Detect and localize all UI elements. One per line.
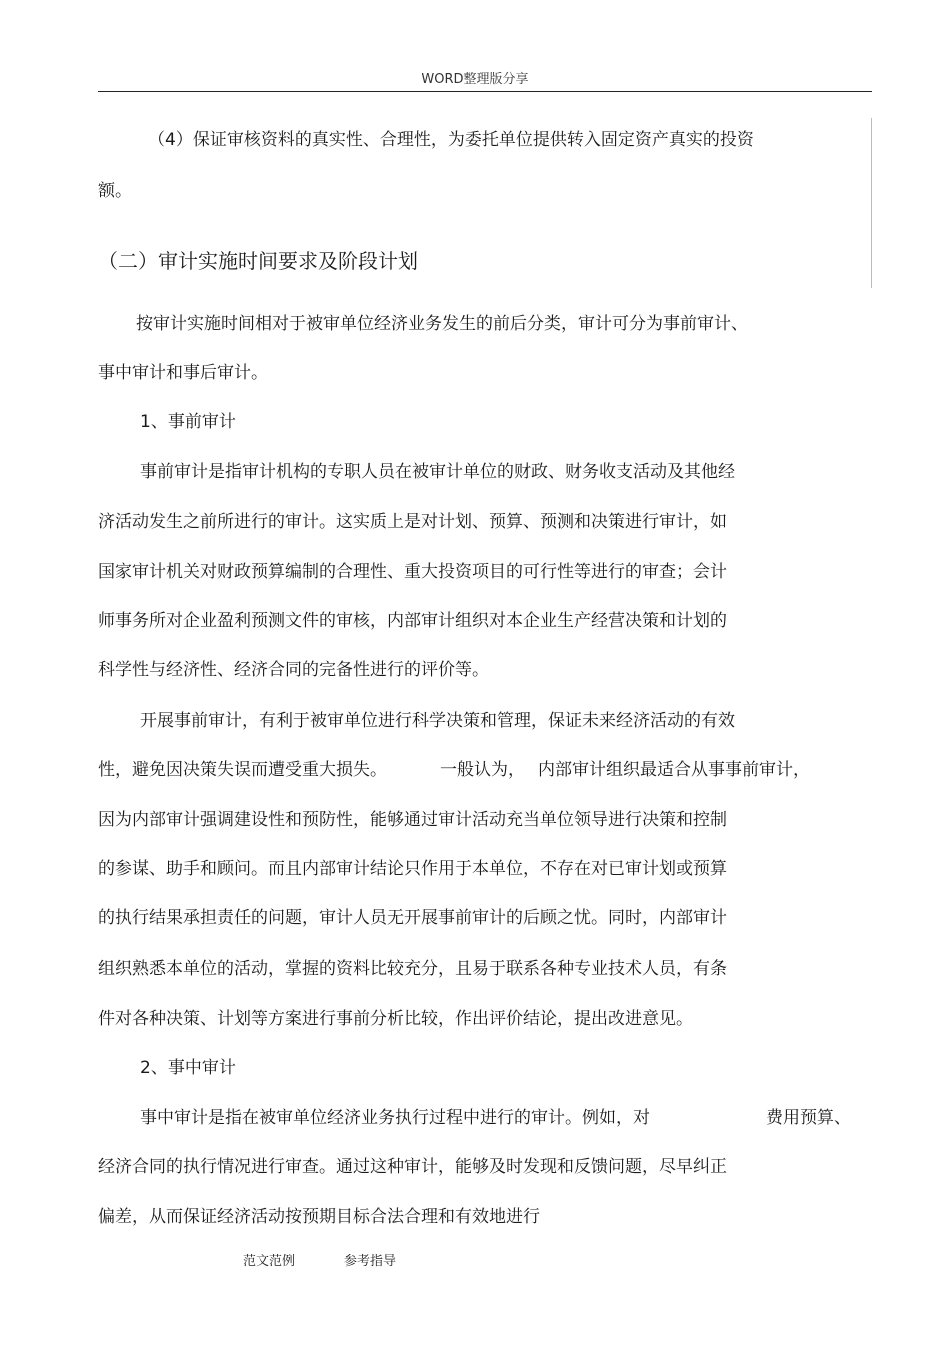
- paragraph-line: 的参谋、助手和顾问。而且内部审计结论只作用于本单位，不存在对已审计划或预算: [98, 859, 727, 879]
- paragraph-line: （4）保证审核资料的真实性、合理性，为委托单位提供转入固定资产真实的投资: [148, 130, 754, 150]
- paragraph-line: 经济合同的执行情况进行审查。通过这种审计，能够及时发现和反馈问题，尽早纠正: [98, 1157, 727, 1177]
- section-heading: （二）审计实施时间要求及阶段计划: [98, 249, 418, 273]
- subsection-heading: 2、事中审计: [140, 1058, 236, 1078]
- paragraph-line: 科学性与经济性、经济合同的完备性进行的评价等。: [98, 660, 489, 680]
- margin-line: [871, 118, 872, 288]
- paragraph-line: 费用预算、: [766, 1108, 851, 1128]
- footer-right: 参考指导: [344, 1254, 397, 1269]
- paragraph-line: 的执行结果承担责任的问题，审计人员无开展事前审计的后顾之忧。同时，内部审计: [98, 908, 727, 928]
- paragraph-line: 师事务所对企业盈利预测文件的审核，内部审计组织对本企业生产经营决策和计划的: [98, 611, 727, 631]
- paragraph-line: 按审计实施时间相对于被审单位经济业务发生的前后分类，审计可分为事前审计、: [136, 314, 748, 334]
- paragraph-line: 件对各种决策、计划等方案进行事前分析比较，作出评价结论，提出改进意见。: [98, 1009, 693, 1029]
- paragraph-line: 因为内部审计强调建设性和预防性，能够通过审计活动充当单位领导进行决策和控制: [98, 810, 727, 830]
- paragraph-line: 济活动发生之前所进行的审计。这实质上是对计划、预算、预测和决策进行审计，如: [98, 512, 727, 532]
- paragraph-line: 内部审计组织最适合从事事前审计，: [538, 760, 810, 780]
- paragraph-line: 开展事前审计，有利于被审单位进行科学决策和管理，保证未来经济活动的有效: [140, 711, 735, 731]
- paragraph-line: 组织熟悉本单位的活动，掌握的资料比较充分，且易于联系各种专业技术人员，有条: [98, 959, 727, 979]
- footer-left: 范文范例: [243, 1254, 296, 1269]
- paragraph-line: 偏差，从而保证经济活动按预期目标合法合理和有效地进行: [98, 1207, 540, 1227]
- paragraph-line: 性，避免因决策失误而遭受重大损失。: [98, 760, 387, 780]
- paragraph-line: 事中审计是指在被审单位经济业务执行过程中进行的审计。例如，对: [140, 1108, 650, 1128]
- paragraph-line: 一般认为，: [440, 760, 525, 780]
- paragraph-line: 事前审计是指审计机构的专职人员在被审计单位的财政、财务收支活动及其他经: [140, 462, 735, 482]
- page-header: WORD整理版分享: [421, 72, 529, 87]
- paragraph-line: 额。: [98, 181, 132, 201]
- subsection-heading: 1、事前审计: [140, 412, 236, 432]
- paragraph-line: 事中审计和事后审计。: [98, 363, 268, 383]
- header-divider: [98, 91, 872, 92]
- paragraph-line: 国家审计机关对财政预算编制的合理性、重大投资项目的可行性等进行的审查；会计: [98, 562, 727, 582]
